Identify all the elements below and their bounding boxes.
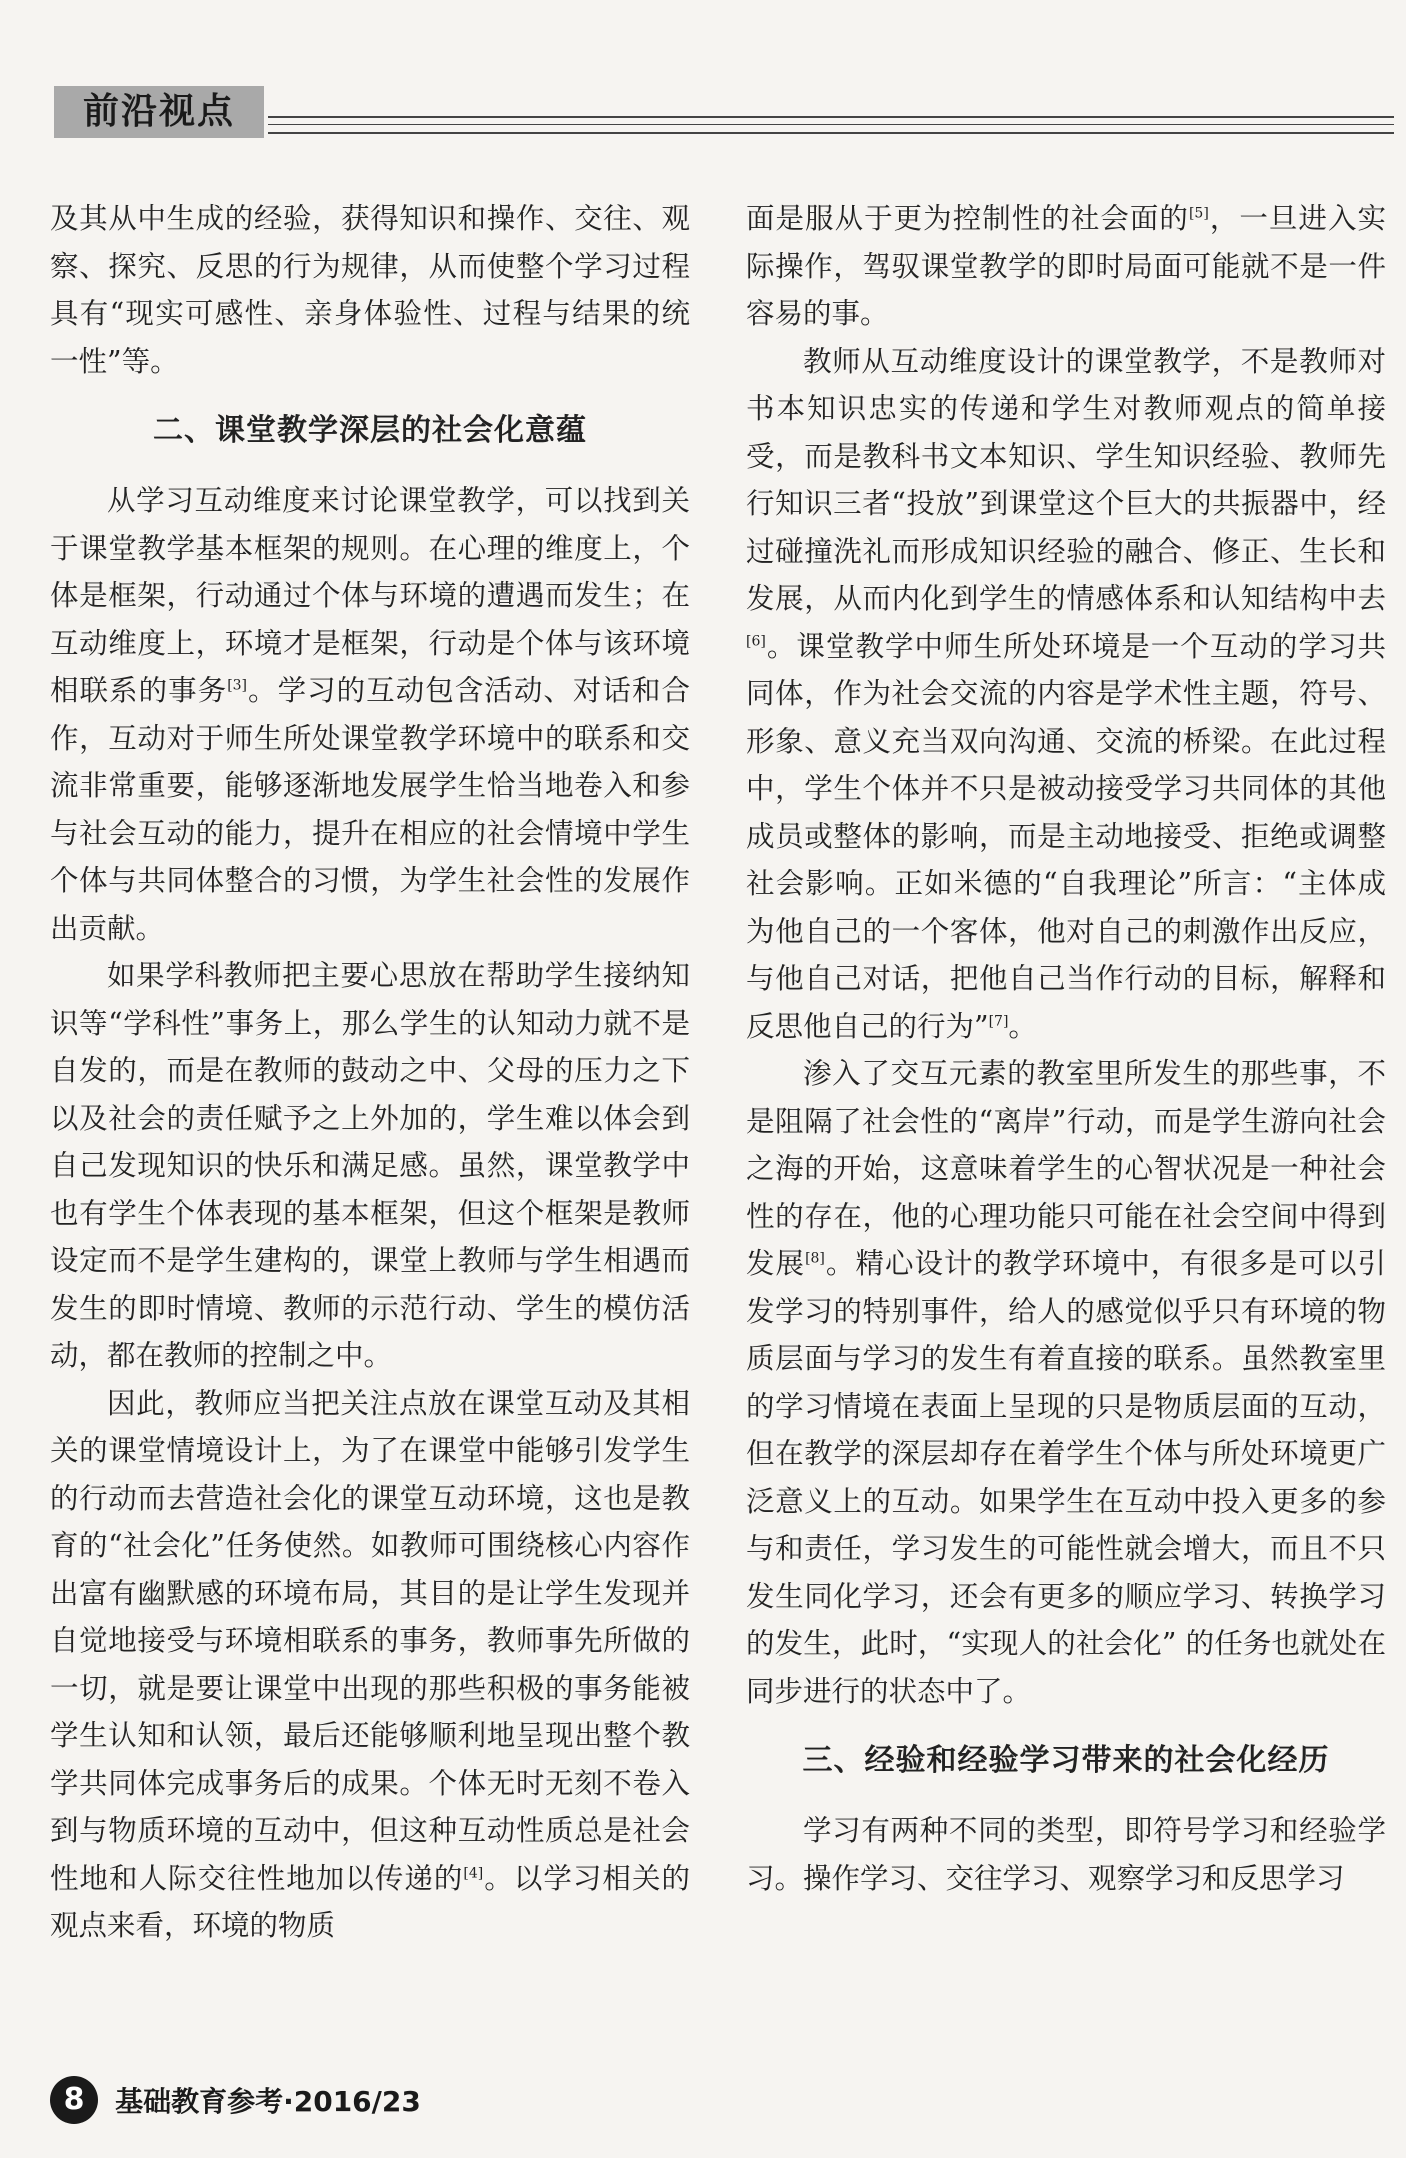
citation: [3]	[227, 677, 248, 694]
page-footer	[50, 2076, 421, 2126]
citation: [7]	[988, 1013, 1009, 1029]
section-heading: 三、经验和经验学习带来的社会化经历	[802, 1743, 1330, 1778]
header-rule	[268, 124, 1394, 125]
header-rule	[268, 132, 1394, 134]
paragraph: 因此，教师应当把关注点放在课堂互动及其相关的课堂情境设计上，为了在课堂中能够引发学生的行动而去营造社会化的课堂互动环境，这也是教育的“社会化”任务使然。如教师可围绕核心内容作出富有幽默感的环境布局，其目的是让学生发现并自觉地接受与环境相联系的事务，教师事先所做的一切，就是要让课堂中出现的那些积极的事务能被学生认知和认领，最后还能够顺利地呈现出整个教学共同体完成事务后的成果。个体无时无刻不卷入到与物质环境的互动中，但这种互动性质总是社会性地和人际交往性地加以传递的[4]。以学习相关的观点来看，环境的物质	[50, 1386, 690, 1942]
section-tag: 前沿视点	[54, 86, 264, 138]
citation: [4]	[463, 1865, 484, 1881]
citation: [5]	[1188, 205, 1209, 222]
citation: [6]	[746, 633, 766, 649]
paragraph: 面是服从于更为控制性的社会面的[5]，一旦进入实际操作，驾驭课堂教学的即时局面可能就不是一件容易的事。	[746, 202, 1386, 330]
paragraph: 及其从中生成的经验，获得知识和操作、交往、观察、探究、反思的行为规律，从而使整个学习过程具有“现实可感性、亲身体验性、过程与结果的统一性”等。	[50, 202, 690, 378]
paragraph: 从学习互动维度来讨论课堂教学，可以找到关于课堂教学基本框架的规则。在心理的维度上，个体是框架，行动通过个体与环境的遭遇而发生；在互动维度上，环境才是框架，行动是个体与该环境相联系的事务[3]。学习的互动包含活动、对话和合作，互动对于师生所处课堂教学环境中的联系和交流非常重要，能够逐渐地发展学生恰当地卷入和参与社会互动的能力，提升在相应的社会情境中学生个体与共同体整合的习惯，为学生社会性的发展作出贡献。	[50, 484, 690, 945]
page-header	[54, 86, 1394, 142]
paragraph: 学习有两种不同的类型，即符号学习和经验学习。操作学习、交往学习、观察学习和反思学习	[746, 1814, 1386, 1895]
page-number: 8	[50, 2076, 98, 2124]
right-column	[746, 195, 1386, 1902]
left-column	[50, 195, 690, 1950]
citation: [8]	[805, 1250, 825, 1267]
header-rule	[268, 116, 1394, 118]
journal-name: 基础教育参考·2016/23	[115, 2085, 421, 2118]
paragraph: 如果学科教师把主要心思放在帮助学生接纳知识等“学科性”事务上，那么学生的认知动力就不是自发的，而是在教师的鼓动之中、父母的压力之下以及社会的责任赋予之上外加的，学生难以体会到自己发现知识的快乐和满足感。虽然，课堂教学中也有学生个体表现的基本框架，但这个框架是教师设定而不是学生建构的，课堂上教师与学生相遇而发生的即时情境、教师的示范行动、学生的模仿活动，都在教师的控制之中。	[50, 959, 690, 1372]
paragraph: 教师从互动维度设计的课堂教学，不是教师对书本知识忠实的传递和学生对教师观点的简单接受，而是教科书文本知识、学生知识经验、教师先行知识三者“投放”到课堂这个巨大的共振器中，经过碰撞洗礼而形成知识经验的融合、修正、生长和发展，从而内化到学生的情感体系和认知结构中去[6]。课堂教学中师生所处环境是一个互动的学习共同体，作为社会交流的内容是学术性主题，符号、形象、意义充当双向沟通、交流的桥梁。在此过程中，学生个体并不只是被动接受学习共同体的其他成员或整体的影响，而是主动地接受、拒绝或调整社会影响。正如米德的“自我理论”所言：“主体成为他自己的一个客体，他对自己的刺激作出反应，与他自己对话，把他自己当作行动的目标，解释和反思他自己的行为”[7]。	[746, 344, 1386, 1043]
section-heading: 二、课堂教学深层的社会化意蕴	[153, 413, 587, 448]
paragraph: 渗入了交互元素的教室里所发生的那些事，不是阻隔了社会性的“离岸”行动，而是学生游向社会之海的开始，这意味着学生的心智状况是一种社会性的存在，他的心理功能只可能在社会空间中得到发展[8]。精心设计的教学环境中，有很多是可以引发学习的特别事件，给人的感觉似乎只有环境的物质层面与学习的发生有着直接的联系。虽然教室里的学习情境在表面上呈现的只是物质层面的互动，但在教学的深层却存在着学生个体与所处环境更广泛意义上的互动。如果学生在互动中投入更多的参与和责任，学习发生的可能性就会增大，而且不只发生同化学习，还会有更多的顺应学习、转换学习的发生，此时，“实现人的社会化” 的任务也就处在同步进行的状态中了。	[746, 1057, 1386, 1708]
